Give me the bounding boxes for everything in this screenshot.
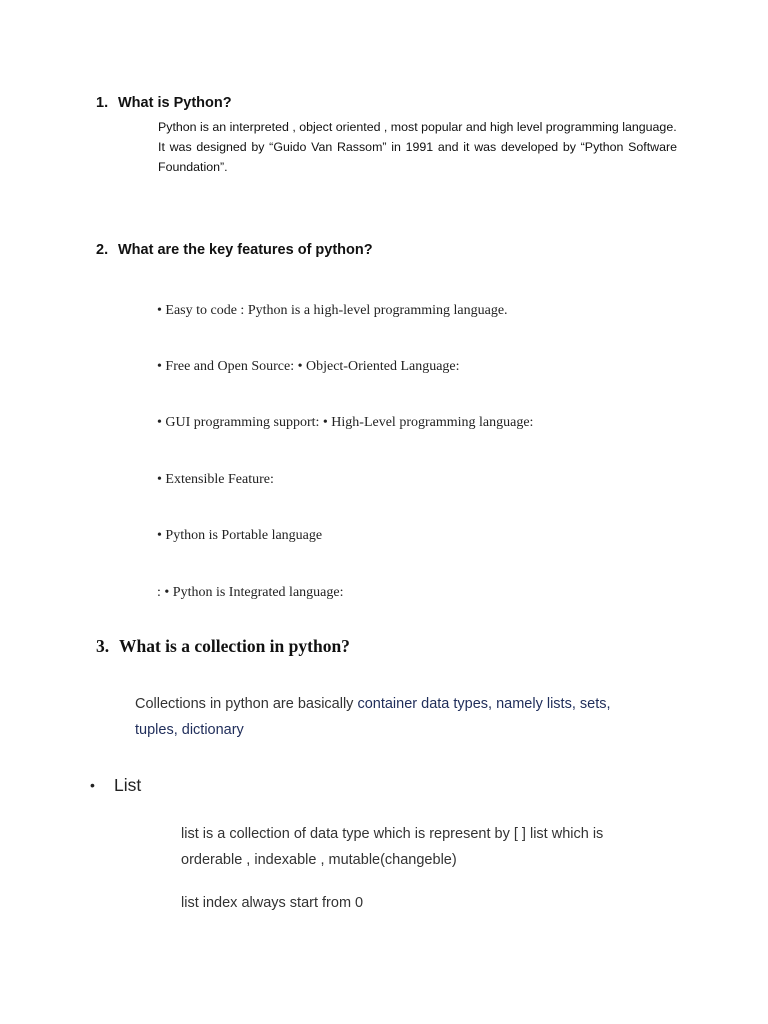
- question-1-paragraph-2: It was designed by “Guido Van Rassom” in 1991 and it was developed by “Python Software Foundation”.: [158, 140, 677, 174]
- list-description-line-2: orderable , indexable , mutable(changeble): [181, 852, 457, 868]
- question-3-highlight-line-2: tuples, dictionary: [135, 722, 244, 738]
- feature-item: • Free and Open Source: • Object-Oriented Language:: [157, 359, 460, 374]
- question-3-title: What is a collection in python?: [119, 636, 350, 656]
- list-title: List: [114, 775, 142, 795]
- feature-item: • GUI programming support: • High-Level programming language:: [157, 415, 534, 430]
- question-3-answer: [135, 691, 655, 743]
- question-1-title: What is Python?: [118, 95, 232, 111]
- question-2-number: 2.: [96, 242, 109, 258]
- list-index-note: list index always start from 0: [181, 895, 364, 911]
- feature-item: • Python is Portable language: [157, 528, 323, 543]
- feature-item: • Extensible Feature:: [157, 472, 274, 487]
- question-1-heading: [96, 95, 232, 111]
- question-3-number: 3.: [96, 636, 110, 656]
- question-3-body-text: Collections in python are basically: [135, 696, 358, 712]
- question-2-title: What are the key features of python?: [118, 242, 373, 258]
- list-heading: [90, 775, 141, 796]
- list-bullet: •: [90, 777, 95, 793]
- question-3-heading: [96, 636, 350, 657]
- question-2-heading: [96, 242, 373, 258]
- question-1-answer: [158, 117, 677, 177]
- feature-item: • Easy to code : Python is a high-level programming language.: [157, 303, 508, 318]
- question-1-number: 1.: [96, 95, 109, 111]
- question-1-paragraph-1: Python is an interpreted , object oriented , most popular and high level programming language.: [158, 120, 677, 134]
- question-3-highlight-line-1: container data types, namely lists, sets,: [357, 696, 611, 712]
- list-description-line-1: list is a collection of data type which is represent by [ ] list which is: [181, 826, 604, 842]
- list-description: [181, 821, 661, 873]
- feature-item: : • Python is Integrated language:: [157, 585, 344, 600]
